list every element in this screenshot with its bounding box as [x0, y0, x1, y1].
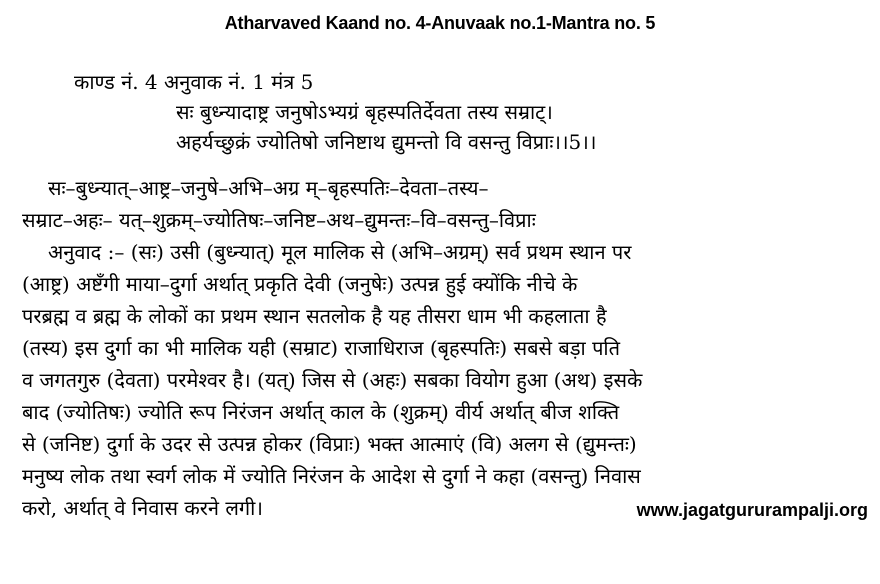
translation-line-3: परब्रह्म व ब्रह्म के लोकों का प्रथम स्थान सतलोक है यह तीसरा धाम भी कहलाता है [22, 304, 607, 328]
word-split-line-2: सम्राट–अहः– यत्–शुक्रम्–ज्योतिषः–जनिष्ट–अथ–द्युमन्तः–वि–वसन्तु–विप्राः [22, 208, 536, 232]
page-title: Atharvaved Kaand no. 4-Anuvaak no.1-Mantra no. 5 [224, 13, 656, 33]
mantra-reference: काण्ड नं. 4 अनुवाक नं. 1 मंत्र 5 [74, 70, 314, 94]
translation-line-1: अनुवाद :– (सः) उसी (बुध्न्यात्) मूल मालिक से (अभि–अग्रम्) सर्व प्रथम स्थान पर [48, 240, 632, 264]
translation-line-2: (आष्ट्र) अष्टँगी माया–दुर्गा अर्थात् प्रकृति देवी (जनुषेः) उत्पन्न हुई क्योंकि नीचे के [22, 272, 578, 296]
word-split-line-1: सः–बुध्न्यात्–आष्ट्र–जनुषे–अभि–अग्र म्–बृहस्पतिः–देवता–तस्य– [48, 176, 489, 200]
website-url: www.jagatgururampalji.org [636, 500, 868, 520]
translation-line-6: बाद (ज्योतिषः) ज्योति रूप निरंजन अर्थात् काल के (शुक्रम्) वीर्य अर्थात् बीज शक्ति [22, 400, 620, 424]
mantra-verse-line-2: अहर्यच्छुक्रं ज्योतिषो जनिष्टाथ द्युमन्तो वि वसन्तु विप्राः।।5।। [176, 130, 597, 154]
translation-line-5: व जगतगुरु (देवता) परमेश्वर है। (यत्) जिस से (अहः) सबका वियोग हुआ (अथ) इसके [22, 368, 643, 392]
translation-line-9: करो, अर्थात् वे निवास करने लगी। [22, 496, 263, 520]
translation-line-8: मनुष्य लोक तथा स्वर्ग लोक में ज्योति निरंजन के आदेश से दुर्गा ने कहा (वसन्तु) निवास [22, 464, 641, 488]
mantra-verse-line-1: सः बुध्न्यादाष्ट्र जनुषोऽभ्यग्रं बृहस्पतिर्देवता तस्य सम्राट्। [176, 100, 553, 124]
translation-line-7: से (जनिष्ट) दुर्गा के उदर से उत्पन्न होकर (विप्राः) भक्त आत्माएं (वि) अलग से (द्युमन्तः) [22, 432, 637, 456]
translation-line-4: (तस्य) इस दुर्गा का भी मालिक यही (सम्राट) राजाधिराज (बृहस्पतिः) सबसे बड़ा पति [22, 336, 621, 360]
